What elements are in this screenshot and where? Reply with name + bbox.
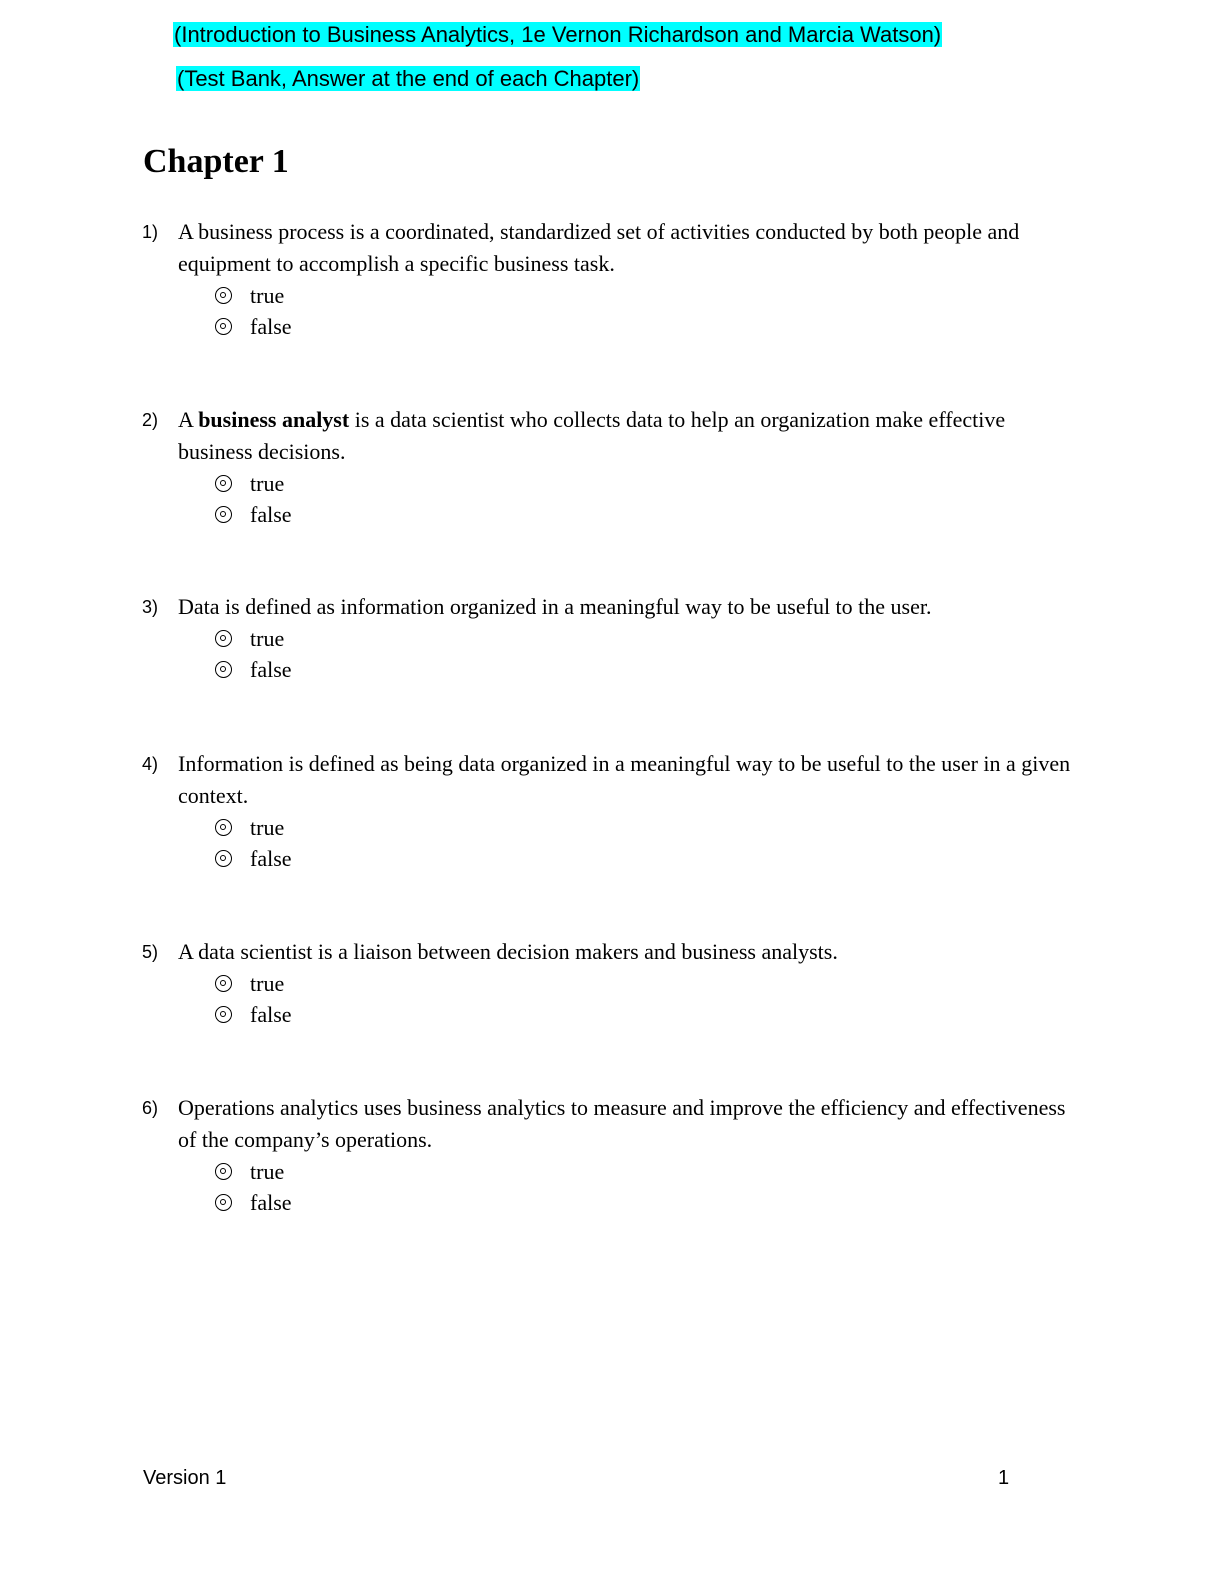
option-false[interactable] (215, 654, 1080, 685)
radio-option-icon[interactable] (215, 850, 232, 867)
question-text-part: A (178, 407, 199, 432)
option-label: true (250, 626, 285, 651)
question-5 (140, 936, 1080, 1030)
question-number: 3) (142, 597, 159, 617)
question-text: A business process is a coordinated, standardized set of activities conducted by both people and equipment to accomplish a specific business task. (178, 219, 1020, 276)
question-number: 1) (142, 222, 159, 242)
question-3 (140, 591, 1080, 685)
radio-option-icon[interactable] (215, 975, 232, 992)
option-label: false (250, 846, 292, 871)
header-title-line (173, 22, 942, 48)
question-text: A data scientist is a liaison between decision makers and business analysts. (178, 939, 838, 964)
option-false[interactable] (215, 1187, 1080, 1218)
option-label: false (250, 657, 292, 682)
option-label: true (250, 1159, 285, 1184)
radio-option-icon[interactable] (215, 1006, 232, 1023)
question-4 (140, 748, 1080, 874)
radio-option-icon[interactable] (215, 318, 232, 335)
option-label: false (250, 1002, 292, 1027)
option-false[interactable] (215, 311, 1080, 342)
radio-option-icon[interactable] (215, 1194, 232, 1211)
question-text (178, 404, 1080, 468)
question-number: 2) (142, 410, 159, 430)
question-text: Data is defined as information organized in a meaningful way to be useful to the user. (178, 594, 932, 619)
option-label: true (250, 815, 285, 840)
question-text: Information is defined as being data organized in a meaningful way to be useful to the user in a given context. (178, 751, 1071, 808)
radio-option-icon[interactable] (215, 819, 232, 836)
header-subtitle-line (176, 66, 640, 92)
option-false[interactable] (215, 999, 1080, 1030)
radio-option-icon[interactable] (215, 287, 232, 304)
header-subtitle-text: (Test Bank, Answer at the end of each Chapter) (177, 66, 640, 91)
question-1 (140, 216, 1080, 342)
option-true[interactable] (215, 1156, 1080, 1187)
question-number: 5) (142, 942, 159, 962)
question-text-part: is a data scientist who collects data to help an organization make effective business decisions. (178, 407, 1006, 464)
chapter-title: Chapter 1 (143, 143, 289, 180)
option-label: true (250, 283, 285, 308)
option-label: true (250, 471, 285, 496)
question-text: Operations analytics uses business analytics to measure and improve the efficiency and effectiveness of the company’s operations. (178, 1095, 1066, 1152)
option-false[interactable] (215, 499, 1080, 530)
footer-version: Version 1 (143, 1467, 227, 1489)
option-true[interactable] (215, 468, 1080, 499)
option-label: false (250, 1190, 292, 1215)
option-true[interactable] (215, 968, 1080, 999)
option-true[interactable] (215, 623, 1080, 654)
option-label: false (250, 502, 292, 527)
question-6 (140, 1092, 1080, 1218)
option-true[interactable] (215, 280, 1080, 311)
radio-option-icon[interactable] (215, 506, 232, 523)
radio-option-icon[interactable] (215, 475, 232, 492)
option-label: false (250, 314, 292, 339)
radio-option-icon[interactable] (215, 1163, 232, 1180)
option-true[interactable] (215, 812, 1080, 843)
footer-page-number: 1 (998, 1467, 1010, 1489)
question-2 (140, 404, 1080, 530)
question-number: 4) (142, 754, 159, 774)
question-bold-term: business analyst (198, 407, 350, 432)
radio-option-icon[interactable] (215, 661, 232, 678)
header-title-text: (Introduction to Business Analytics, 1e Vernon Richardson and Marcia Watson) (174, 22, 942, 47)
radio-option-icon[interactable] (215, 630, 232, 647)
option-false[interactable] (215, 843, 1080, 874)
option-label: true (250, 971, 285, 996)
question-number: 6) (142, 1098, 159, 1118)
